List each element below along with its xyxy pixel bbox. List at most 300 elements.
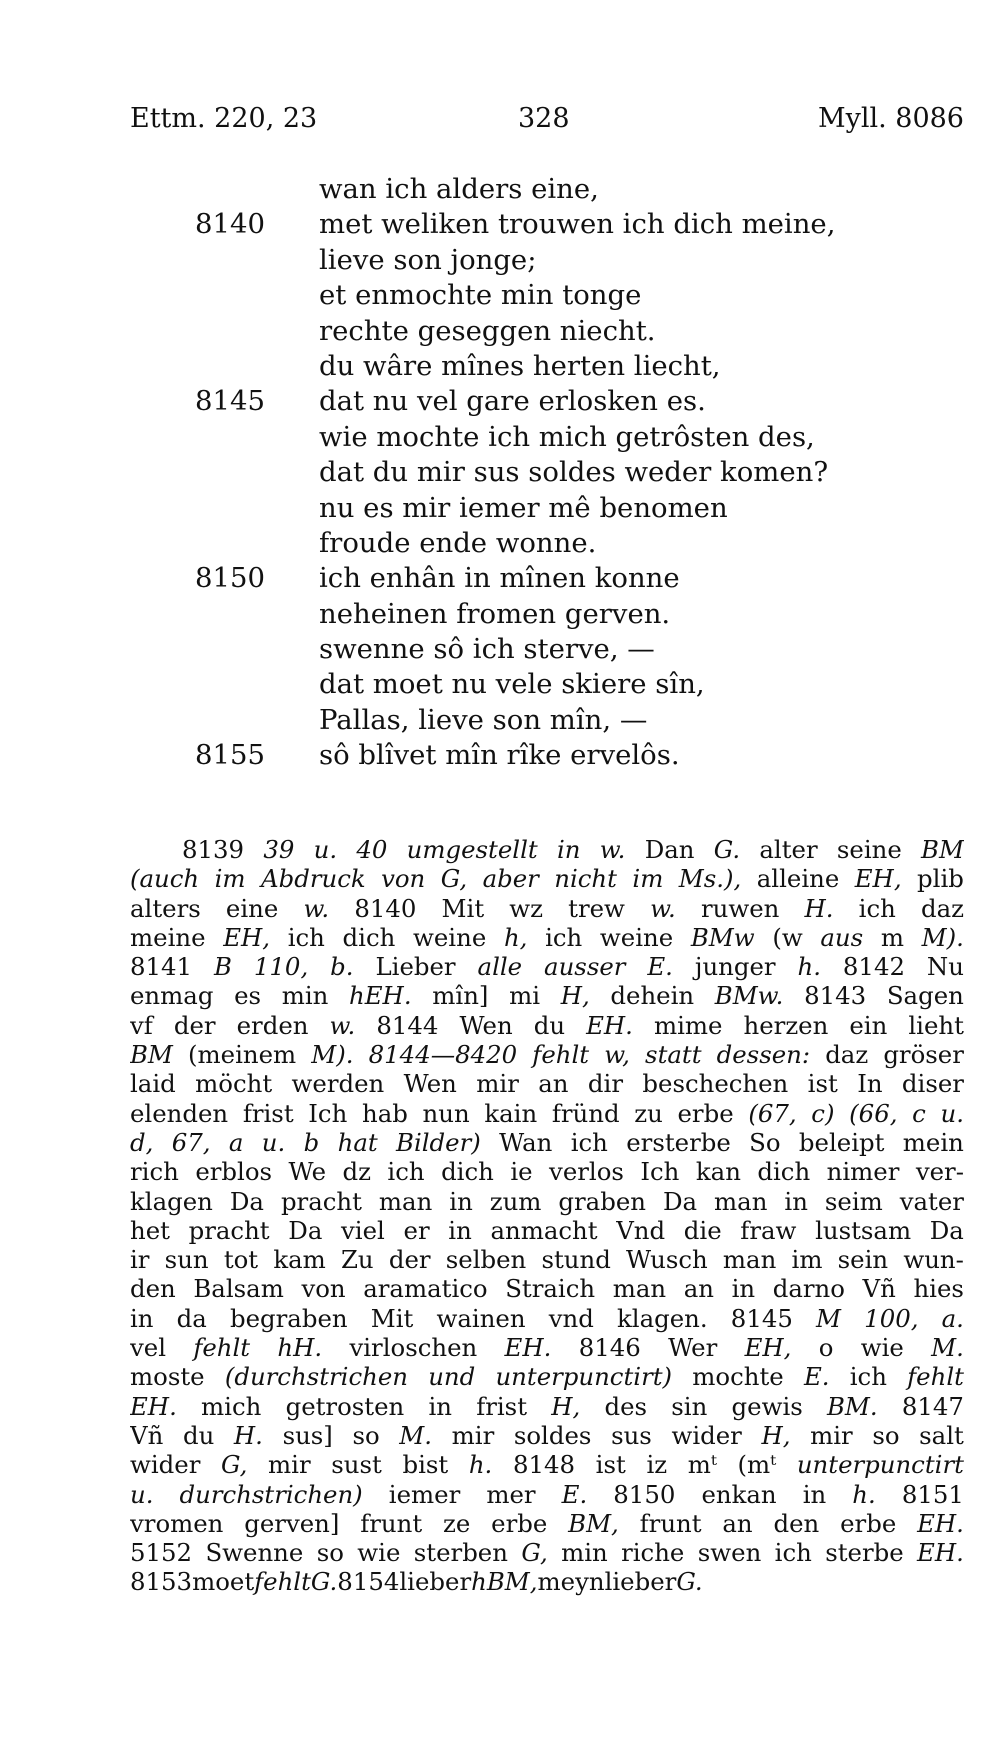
apparatus-word: in xyxy=(784,1186,808,1216)
apparatus-word: 8144 xyxy=(376,1010,439,1040)
apparatus-word: man xyxy=(722,1245,777,1275)
apparatus-italic-word: statt xyxy=(645,1040,702,1070)
apparatus-italic-word: w. xyxy=(329,1010,356,1040)
apparatus-italic-word: u. xyxy=(261,1127,286,1157)
apparatus-word: lieber xyxy=(604,1567,677,1597)
apparatus-word: Da xyxy=(662,1186,698,1216)
apparatus-word: vater xyxy=(899,1186,964,1216)
apparatus-word: so xyxy=(872,1420,900,1450)
apparatus-word: alters xyxy=(130,893,201,923)
apparatus-word: nimer xyxy=(826,1157,900,1187)
apparatus-line xyxy=(130,1480,964,1509)
apparatus-italic-word: M. xyxy=(931,1333,964,1363)
apparatus-word: vnd xyxy=(548,1303,594,1333)
verse-text: nu es mir iemer mê benomen xyxy=(319,491,728,524)
apparatus-word: daz xyxy=(825,1040,869,1070)
apparatus-word: kain xyxy=(484,1098,538,1128)
apparatus-word: (meinem xyxy=(188,1040,297,1070)
apparatus-word: kan xyxy=(695,1157,741,1187)
apparatus-word: dich xyxy=(441,1157,494,1187)
apparatus-word: Mit xyxy=(441,893,485,923)
apparatus-italic-word: fehlt xyxy=(254,1567,311,1597)
apparatus-italic-word: E. xyxy=(647,952,673,982)
apparatus-word: fründ xyxy=(551,1098,620,1128)
apparatus-word: Nu xyxy=(926,952,964,982)
apparatus-italic-word: durchstrichen) xyxy=(179,1479,363,1509)
apparatus-word: daz xyxy=(920,893,964,923)
apparatus-italic-word: a. xyxy=(941,1303,964,1333)
apparatus-word: graben xyxy=(558,1186,646,1216)
verse-text: et enmochte min tonge xyxy=(319,279,642,312)
apparatus-word: mime xyxy=(653,1010,723,1040)
verse-line xyxy=(195,561,895,596)
apparatus-word: an xyxy=(683,1274,714,1304)
apparatus-word: Da xyxy=(288,1215,323,1245)
line-number: 8150 xyxy=(195,562,265,595)
apparatus-word: 8143 xyxy=(804,981,867,1011)
apparatus-line xyxy=(130,1450,964,1479)
apparatus-italic-word: h. xyxy=(468,1450,493,1480)
apparatus-word: stund xyxy=(541,1245,611,1275)
apparatus-word: aramatico xyxy=(363,1274,488,1304)
apparatus-italic-word: im xyxy=(632,864,664,894)
apparatus-italic-word: alle xyxy=(477,952,523,982)
apparatus-italic-word: b. xyxy=(330,952,354,982)
apparatus-word: wider xyxy=(130,1450,201,1480)
apparatus-word: sin xyxy=(671,1391,708,1421)
apparatus-italic-word: und xyxy=(428,1362,476,1392)
apparatus-word: darno xyxy=(772,1274,845,1304)
apparatus-word: gröser xyxy=(883,1040,964,1070)
apparatus-word: het xyxy=(130,1215,170,1245)
apparatus-italic-word: u. xyxy=(313,835,338,864)
apparatus-word: lieht xyxy=(908,1010,964,1040)
apparatus-italic-word: w, xyxy=(604,1040,630,1070)
apparatus-italic-word: w. xyxy=(599,835,626,864)
apparatus-italic-word: 110, xyxy=(253,952,309,982)
apparatus-word: wie xyxy=(860,1333,904,1363)
apparatus-word: Mit xyxy=(370,1303,414,1333)
apparatus-word: an xyxy=(538,1069,569,1099)
apparatus-word: viel xyxy=(341,1215,385,1245)
apparatus-word: erbe xyxy=(677,1098,734,1128)
apparatus-word: seim xyxy=(824,1186,883,1216)
apparatus-word: 8154 xyxy=(337,1567,400,1597)
apparatus-word: Wer xyxy=(668,1333,718,1363)
apparatus-word: Wen xyxy=(459,1010,513,1040)
apparatus-word: lieber xyxy=(399,1567,472,1597)
apparatus-word: nun xyxy=(422,1098,470,1128)
apparatus-word: sust xyxy=(331,1450,382,1480)
verse-line xyxy=(195,314,895,349)
apparatus-word: 8148 xyxy=(512,1450,576,1480)
apparatus-line xyxy=(130,1509,964,1538)
page-header xyxy=(130,103,964,143)
apparatus-word: sterben xyxy=(413,1538,508,1568)
apparatus-word: Ich xyxy=(308,1098,348,1128)
apparatus-word: herzen xyxy=(743,1010,829,1040)
apparatus-word: mein xyxy=(902,1127,964,1157)
apparatus-italic-word: ausser xyxy=(544,952,626,982)
apparatus-word: ersterbe xyxy=(626,1127,731,1157)
apparatus-line xyxy=(130,864,964,893)
apparatus-line xyxy=(130,923,964,952)
verse-text: wan ich alders eine, xyxy=(319,173,599,205)
apparatus-word: 8140 xyxy=(354,893,417,923)
apparatus-word: mᵗ xyxy=(687,1450,717,1480)
apparatus-word: wz xyxy=(509,893,543,923)
apparatus-italic-word: von xyxy=(381,864,426,894)
apparatus-word: hab xyxy=(361,1098,408,1128)
apparatus-italic-word: unterpunctirt xyxy=(796,1450,964,1480)
apparatus-word: selben xyxy=(445,1245,527,1275)
apparatus-word: wider xyxy=(671,1420,742,1450)
apparatus-word: der xyxy=(173,1010,216,1040)
apparatus-italic-word: EH. xyxy=(917,1538,964,1568)
line-number: 8140 xyxy=(195,208,265,241)
apparatus-word: enmag xyxy=(130,981,214,1011)
apparatus-word: hies xyxy=(913,1274,964,1304)
apparatus-italic-word: c xyxy=(912,1098,926,1128)
apparatus-word: rich xyxy=(130,1157,179,1187)
apparatus-word: alleine xyxy=(756,864,840,894)
apparatus-line xyxy=(130,835,964,864)
apparatus-word: vel xyxy=(130,1333,167,1363)
apparatus-word: dir xyxy=(587,1069,623,1099)
apparatus-italic-word: G, xyxy=(440,864,468,894)
apparatus-italic-word: umgestellt xyxy=(406,835,538,864)
apparatus-word: o xyxy=(818,1333,834,1363)
apparatus-word: meyn xyxy=(537,1567,605,1597)
apparatus-word: min xyxy=(561,1538,608,1568)
apparatus-italic-word: M). xyxy=(311,1040,354,1070)
apparatus-word: enkan xyxy=(701,1479,777,1509)
verse-line xyxy=(195,420,895,455)
apparatus-word: frist xyxy=(242,1098,294,1128)
apparatus-line xyxy=(130,1421,964,1450)
apparatus-italic-word: BM xyxy=(130,1040,173,1070)
apparatus-word: Ich xyxy=(640,1157,680,1187)
apparatus-line xyxy=(130,1333,964,1362)
apparatus-word: man xyxy=(612,1274,667,1304)
apparatus-word: 8151 xyxy=(901,1479,964,1509)
apparatus-italic-word: G. xyxy=(310,1567,338,1597)
apparatus-word: soldes xyxy=(513,1420,592,1450)
apparatus-word: plib xyxy=(917,864,964,894)
apparatus-word: mer xyxy=(486,1479,536,1509)
apparatus-line xyxy=(130,1128,964,1157)
apparatus-line xyxy=(130,1538,964,1567)
apparatus-word: gerven] xyxy=(244,1508,340,1538)
apparatus-italic-word: hat xyxy=(337,1127,378,1157)
apparatus-word: Da xyxy=(229,1186,264,1216)
apparatus-italic-word: H, xyxy=(560,981,590,1011)
apparatus-italic-word: 67, xyxy=(171,1127,211,1157)
verse-text: ich enhân in mînen konne xyxy=(319,562,680,595)
apparatus-word: swen xyxy=(697,1538,762,1568)
verse-text: wie mochte ich mich getrôsten des, xyxy=(319,420,815,453)
apparatus-word: möcht xyxy=(195,1069,273,1099)
apparatus-word: mochte xyxy=(692,1362,784,1392)
apparatus-word: wun- xyxy=(903,1245,964,1275)
verse-text: rechte geseggen niecht. xyxy=(319,314,656,347)
apparatus-word: ich xyxy=(774,1538,812,1568)
apparatus-word: sus] xyxy=(282,1420,333,1450)
apparatus-line xyxy=(130,1187,964,1216)
apparatus-word: gewis xyxy=(731,1391,803,1421)
apparatus-word: alter xyxy=(759,835,818,864)
verse-text: Pallas, lieve son mîn, — xyxy=(319,703,648,736)
apparatus-italic-word: G, xyxy=(521,1538,548,1568)
apparatus-word: 8153 xyxy=(130,1567,193,1597)
apparatus-italic-word: u. xyxy=(940,1098,964,1128)
apparatus-word: es xyxy=(234,981,262,1011)
verse-text: dat nu vel gare erlosken es. xyxy=(319,385,706,418)
apparatus-word: (w xyxy=(772,922,803,952)
apparatus-italic-word: (auch xyxy=(130,864,200,894)
apparatus-word: Wen xyxy=(403,1069,457,1099)
apparatus-word: beschechen xyxy=(642,1069,789,1099)
apparatus-italic-word: H, xyxy=(761,1420,791,1450)
apparatus-italic-word: h, xyxy=(503,922,528,952)
apparatus-line xyxy=(130,952,964,981)
apparatus-italic-word: (67, xyxy=(748,1098,797,1128)
apparatus-italic-word: fehlt xyxy=(532,1040,590,1070)
apparatus-word: ich xyxy=(545,922,583,952)
apparatus-word: ich xyxy=(570,1127,608,1157)
apparatus-italic-word: BMw xyxy=(690,922,755,952)
apparatus-line xyxy=(130,894,964,923)
apparatus-word: ich xyxy=(387,1157,425,1187)
apparatus-word: Vnd xyxy=(616,1215,666,1245)
apparatus-word: getrosten xyxy=(285,1391,405,1421)
apparatus-word: ist xyxy=(595,1450,626,1480)
apparatus-word: ver- xyxy=(915,1157,964,1187)
apparatus-line xyxy=(130,1040,964,1069)
apparatus-word: mir xyxy=(268,1450,311,1480)
apparatus-word: 8141 xyxy=(130,952,193,982)
apparatus-italic-word: BM xyxy=(921,835,964,864)
verse-line xyxy=(195,491,895,526)
apparatus-word: in xyxy=(448,1215,472,1245)
apparatus-line xyxy=(130,1245,964,1274)
apparatus-italic-word: 39 xyxy=(263,835,295,864)
verse-line xyxy=(195,667,895,702)
apparatus-italic-word: in xyxy=(556,835,581,864)
apparatus-word: So xyxy=(749,1127,781,1157)
apparatus-word: den xyxy=(130,1274,176,1304)
apparatus-word: Swenne xyxy=(205,1538,304,1568)
apparatus-word: weine xyxy=(413,922,487,952)
apparatus-italic-word: d, xyxy=(130,1127,154,1157)
apparatus-word: des xyxy=(604,1391,648,1421)
apparatus-word: moet xyxy=(192,1567,255,1597)
apparatus-line xyxy=(130,1362,964,1391)
apparatus-word: mich xyxy=(201,1391,262,1421)
verse-text: dat du mir sus soldes weder komen? xyxy=(319,456,829,489)
verse-line xyxy=(195,455,895,490)
apparatus-word: dehein xyxy=(610,981,695,1011)
apparatus-italic-word: EH, xyxy=(223,922,271,952)
apparatus-italic-word: w. xyxy=(650,893,676,923)
apparatus-word: laid xyxy=(130,1069,176,1099)
apparatus-word: ich xyxy=(858,893,896,923)
verse-text: dat moet nu vele skiere sîn, xyxy=(319,668,705,701)
apparatus-word: m xyxy=(880,922,904,952)
apparatus-word: in xyxy=(802,1479,827,1509)
apparatus-word: man xyxy=(714,1186,768,1216)
apparatus-italic-word: BMw. xyxy=(714,981,784,1011)
page-number: 328 xyxy=(518,103,570,134)
apparatus-italic-word: G. xyxy=(676,1567,703,1597)
apparatus-word: frunt xyxy=(639,1508,702,1538)
apparatus-word: ir xyxy=(130,1245,150,1275)
verse-text: lieve son jonge; xyxy=(319,243,537,276)
apparatus-word: dich xyxy=(342,922,396,952)
apparatus-word: ich xyxy=(287,922,325,952)
apparatus-word: 8142 xyxy=(842,952,905,982)
apparatus-italic-word: EH. xyxy=(586,1010,633,1040)
apparatus-word: in xyxy=(428,1391,452,1421)
verse-line xyxy=(195,597,895,632)
apparatus-word: elenden xyxy=(130,1098,229,1128)
apparatus-word: die xyxy=(683,1215,722,1245)
apparatus-word: werden xyxy=(291,1069,385,1099)
apparatus-italic-word: G, xyxy=(221,1450,248,1480)
apparatus-word: erbe xyxy=(840,1508,897,1538)
apparatus-word: In xyxy=(857,1069,883,1099)
apparatus-italic-word: im xyxy=(214,864,246,894)
verse-line xyxy=(195,738,895,773)
apparatus-line xyxy=(130,1392,964,1421)
apparatus-word: wainen xyxy=(436,1303,526,1333)
apparatus-word: fraw xyxy=(740,1215,797,1245)
apparatus-italic-word: 100, xyxy=(864,1303,919,1333)
apparatus-word: frunt xyxy=(360,1508,423,1538)
apparatus-word: im xyxy=(791,1245,823,1275)
apparatus-word: 8145 xyxy=(730,1303,793,1333)
verse-text: froude ende wonne. xyxy=(319,526,597,559)
apparatus-italic-word: aber xyxy=(482,864,539,894)
apparatus-word: anmacht xyxy=(490,1215,598,1245)
verse-line xyxy=(195,243,895,278)
apparatus-italic-word: h. xyxy=(797,952,821,982)
apparatus-line xyxy=(130,1304,964,1333)
apparatus-line xyxy=(130,1157,964,1186)
apparatus-word: ist xyxy=(807,1069,838,1099)
apparatus-word: Dan xyxy=(644,835,695,864)
apparatus-word: Sagen xyxy=(886,981,964,1011)
apparatus-word: mi xyxy=(509,981,541,1011)
apparatus-word: in xyxy=(449,1186,473,1216)
apparatus-italic-word: 8144—8420 xyxy=(368,1040,518,1070)
apparatus-italic-word: hEH. xyxy=(349,981,412,1011)
verse-line xyxy=(195,526,895,561)
apparatus-italic-word: EH, xyxy=(744,1333,792,1363)
apparatus-word: iemer xyxy=(388,1479,461,1509)
apparatus-word: in xyxy=(130,1303,154,1333)
apparatus-word: man xyxy=(378,1186,433,1216)
verse-line xyxy=(195,278,895,313)
apparatus-italic-word: E. xyxy=(561,1479,588,1509)
verse-text: met weliken trouwen ich dich meine, xyxy=(319,208,836,241)
apparatus-word: kam xyxy=(273,1245,326,1275)
apparatus-word: meine xyxy=(130,922,206,952)
apparatus-italic-word: BM. xyxy=(826,1391,878,1421)
apparatus-word: sein xyxy=(837,1245,889,1275)
apparatus-word: riche xyxy=(621,1538,685,1568)
apparatus-italic-word: (durchstrichen xyxy=(224,1362,408,1392)
apparatus-word: ze xyxy=(443,1508,471,1538)
apparatus-italic-word: w. xyxy=(303,893,330,923)
apparatus-italic-word: h. xyxy=(852,1479,876,1509)
apparatus-italic-word: fehlt xyxy=(907,1362,964,1392)
apparatus-word: verlos xyxy=(549,1157,624,1187)
apparatus-word: virloschen xyxy=(349,1333,478,1363)
apparatus-word: weine xyxy=(599,922,674,952)
apparatus-line xyxy=(130,1567,964,1596)
apparatus-italic-word: Abdruck xyxy=(260,864,366,894)
apparatus-italic-word: b xyxy=(303,1127,320,1157)
apparatus-word: begraben xyxy=(229,1303,348,1333)
apparatus-word: erblos xyxy=(195,1157,273,1187)
apparatus-word: so xyxy=(316,1538,344,1568)
apparatus-word: mir xyxy=(810,1420,853,1450)
apparatus-italic-word: a xyxy=(228,1127,244,1157)
apparatus-italic-word: H, xyxy=(551,1391,581,1421)
apparatus-italic-word: H. xyxy=(233,1420,263,1450)
header-left-reference: Ettm. 220, 23 xyxy=(130,103,318,134)
apparatus-word: ie xyxy=(510,1157,533,1187)
apparatus-italic-word: G. xyxy=(713,835,741,864)
apparatus-word: junger xyxy=(694,952,776,982)
apparatus-word: eine xyxy=(225,893,279,923)
apparatus-word: sterbe xyxy=(825,1538,904,1568)
apparatus-word: (mᵗ xyxy=(737,1450,777,1480)
apparatus-italic-word: aus xyxy=(820,922,864,952)
apparatus-word: diser xyxy=(901,1069,964,1099)
apparatus-word: erden xyxy=(236,1010,309,1040)
apparatus-word: lustsam xyxy=(815,1215,912,1245)
apparatus-italic-word: u. xyxy=(130,1479,154,1509)
apparatus-word: 5152 xyxy=(130,1538,193,1568)
apparatus-word: da xyxy=(176,1303,207,1333)
apparatus-italic-word: M xyxy=(816,1303,842,1333)
verse-line xyxy=(195,632,895,667)
apparatus-word: der xyxy=(388,1245,431,1275)
apparatus-italic-word: nicht xyxy=(554,864,617,894)
apparatus-word: bist xyxy=(402,1450,449,1480)
apparatus-word: ruwen xyxy=(700,893,780,923)
apparatus-word: Balsam xyxy=(193,1274,284,1304)
apparatus-italic-word: M). xyxy=(921,922,964,952)
apparatus-word: sus xyxy=(611,1420,652,1450)
apparatus-word: salt xyxy=(919,1420,964,1450)
apparatus-word: Zu xyxy=(340,1245,374,1275)
apparatus-word: klagen xyxy=(130,1186,213,1216)
apparatus-word: sun xyxy=(164,1245,209,1275)
line-number: 8155 xyxy=(195,739,265,772)
apparatus-word: mir xyxy=(451,1420,495,1450)
apparatus-word: du xyxy=(533,1010,566,1040)
apparatus-word: in xyxy=(731,1274,756,1304)
apparatus-word: klagen. xyxy=(617,1303,708,1333)
verse-line xyxy=(195,384,895,419)
apparatus-word: 8150 xyxy=(613,1479,676,1509)
apparatus-word: Vñ xyxy=(862,1274,896,1304)
verse-text: neheinen fromen gerven. xyxy=(319,597,671,630)
apparatus-italic-word: B xyxy=(214,952,232,982)
